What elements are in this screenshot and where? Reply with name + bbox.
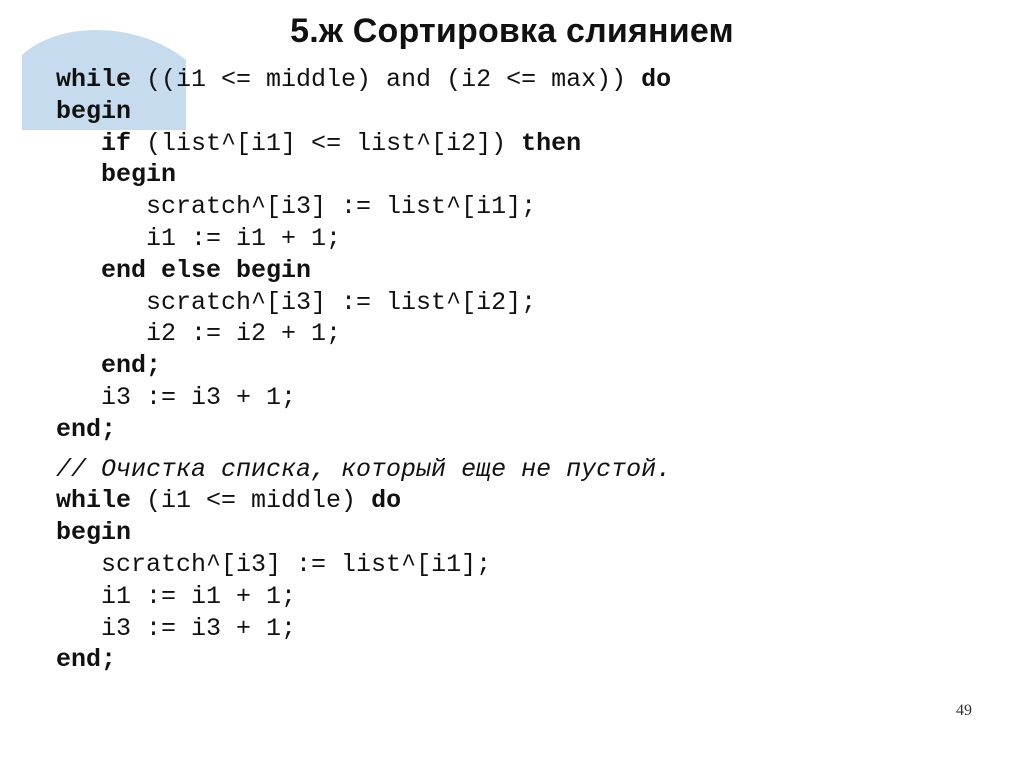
code-comment-line (56, 454, 956, 486)
code-line (56, 128, 956, 160)
code-line (56, 191, 956, 223)
code-keyword: begin (56, 518, 132, 548)
code-keyword: if (101, 128, 132, 158)
slide-title: 5.ж Сортировка слиянием (290, 12, 734, 50)
code-keyword: while (56, 65, 132, 94)
code-text: scratch^[i3] := list^[i2]; (146, 287, 537, 317)
code-line (56, 287, 956, 319)
code-text: i3 := i3 + 1; (101, 382, 297, 412)
code-line (56, 382, 956, 414)
code-indent (56, 351, 101, 380)
code-keyword: end; (56, 645, 117, 675)
code-text: i2 := i2 + 1; (146, 319, 342, 349)
code-indent (56, 288, 146, 317)
code-line (56, 255, 956, 287)
code-line (56, 581, 956, 613)
code-listing (56, 64, 956, 676)
code-indent (56, 319, 146, 348)
code-line (56, 159, 956, 191)
code-keyword: begin (56, 96, 132, 126)
code-line (56, 517, 956, 549)
code-indent (56, 256, 101, 285)
code-line (56, 223, 956, 255)
code-text: i1 := i1 + 1; (101, 581, 297, 611)
code-keyword: do (641, 65, 672, 94)
code-keyword: end; (101, 351, 162, 381)
code-text: i3 := i3 + 1; (101, 613, 297, 643)
code-indent (56, 550, 101, 579)
code-indent (56, 160, 101, 189)
code-indent (56, 129, 101, 158)
code-text: (list^[i1] <= list^[i2]) (131, 128, 522, 158)
code-line (56, 485, 956, 517)
code-text: scratch^[i3] := list^[i1]; (101, 549, 492, 579)
code-indent (56, 383, 101, 412)
code-line (56, 644, 956, 676)
code-line (56, 96, 956, 128)
code-indent (56, 192, 146, 221)
code-keyword: then (521, 128, 582, 158)
code-text: scratch^[i3] := list^[i1]; (146, 192, 537, 222)
code-keyword: while (56, 486, 132, 516)
code-line (56, 613, 956, 645)
code-line (56, 350, 956, 382)
code-line (56, 414, 956, 446)
code-text: (i1 <= middle) (131, 486, 372, 516)
code-line (56, 549, 956, 581)
code-text: ((i1 <= middle) and (i2 <= max)) (131, 65, 642, 94)
code-indent (56, 224, 146, 253)
code-keyword: end; (56, 414, 117, 444)
code-indent (56, 582, 101, 611)
code-keyword: do (371, 486, 402, 516)
code-text: i1 := i1 + 1; (146, 223, 342, 253)
page-number: 49 (956, 702, 972, 719)
code-indent (56, 614, 101, 643)
code-line (56, 318, 956, 350)
code-keyword: begin (101, 160, 177, 190)
code-text: // Очистка списка, который еще не пустой. (56, 454, 672, 484)
code-keyword: end else begin (101, 255, 312, 285)
code-line (56, 64, 956, 96)
